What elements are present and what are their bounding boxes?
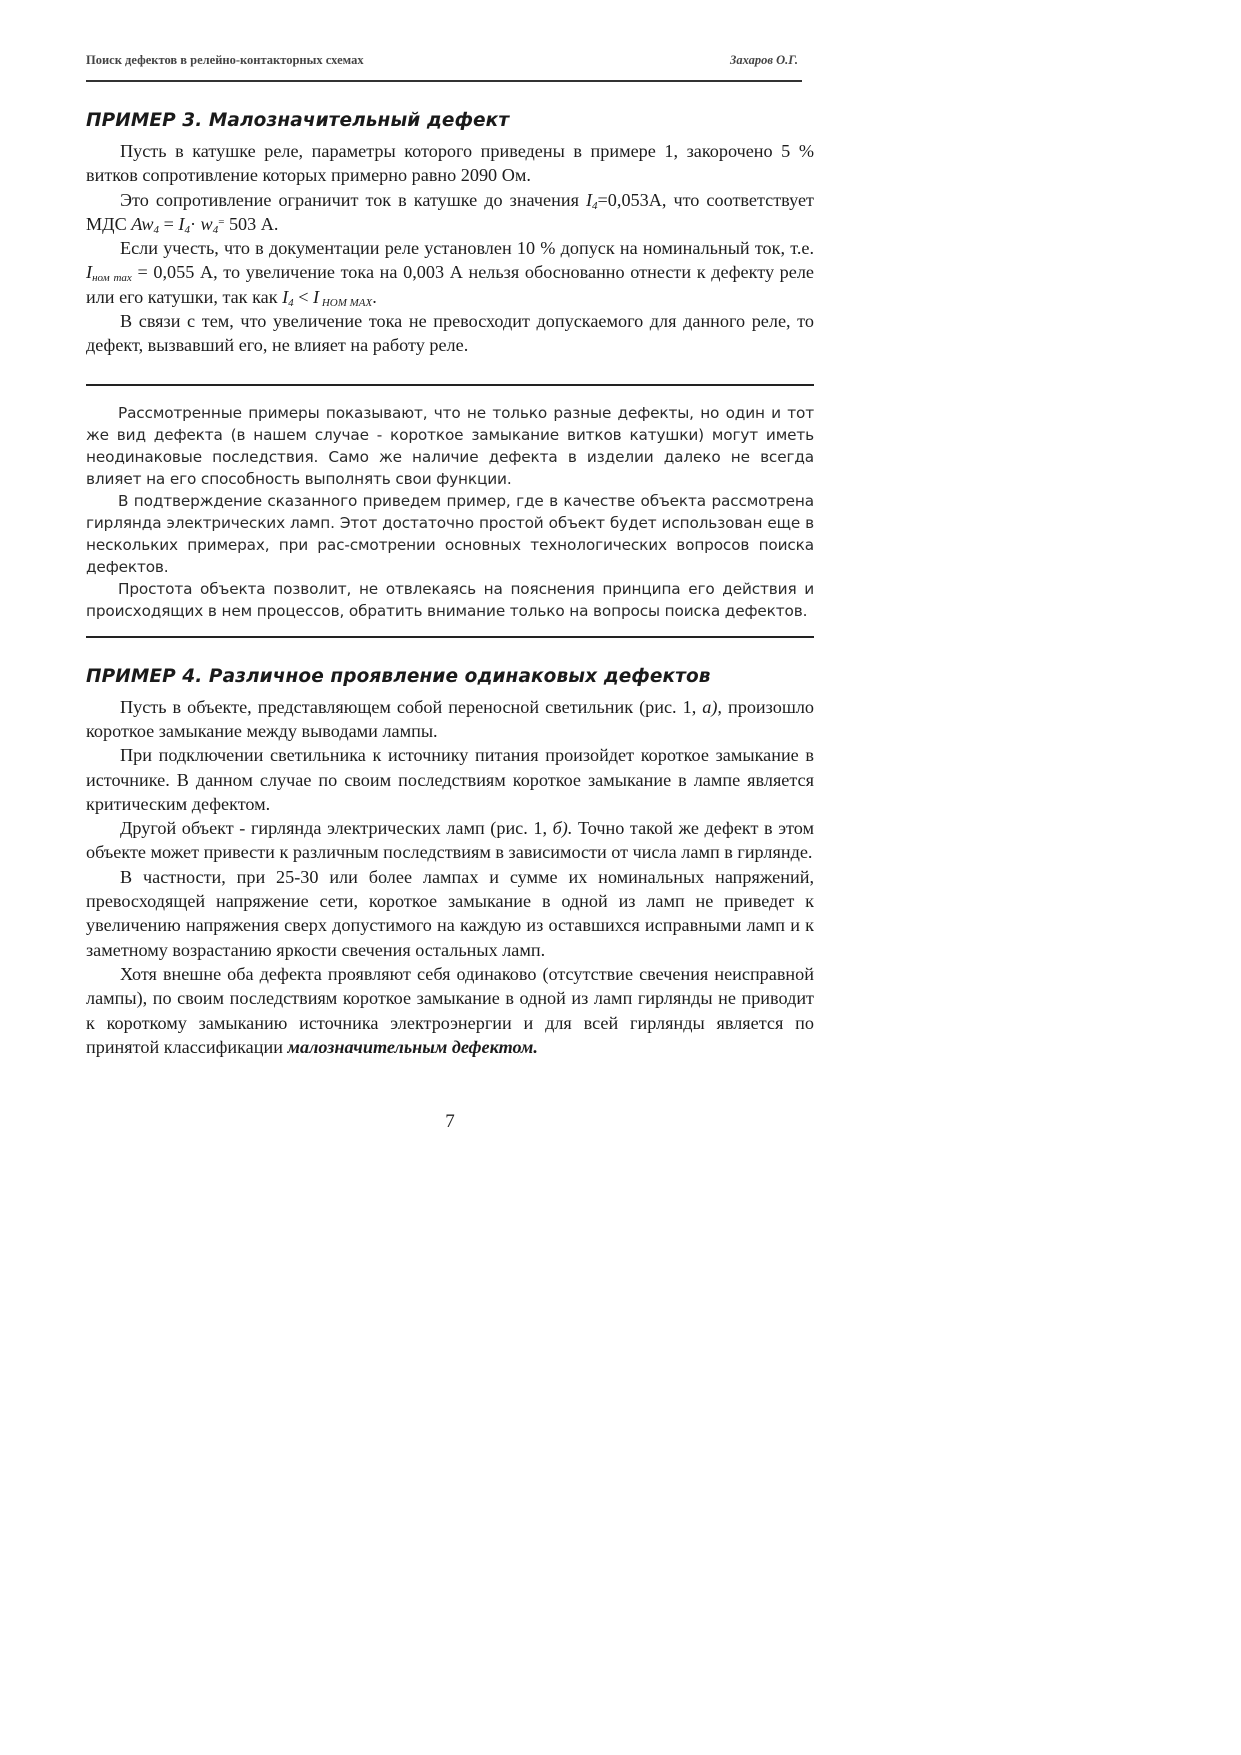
paragraph: Это сопротивление ограничит ток в катушке до значения $I_4=0,053А$, что соответствует МДС $Aw_4 = I_4\cdot w_4^=$ 503 А. xyxy=(86,189,814,236)
header-author: Захаров О.Г. xyxy=(729,53,798,67)
example-4-body xyxy=(86,695,814,1059)
paragraph: При подключении светильника к источнику питания произойдет короткое замыкание в источнике. В данном случае по своим последствиям короткое замыкание в лампе является критическим дефектом. xyxy=(86,745,814,814)
box-paragraph: Рассмотренные примеры показывают, что не только разные дефекты, но один и тот же вид дефекта (в нашем случае - короткое замыкание витков катушки) могут иметь неодинаковые последствия. Само же наличие дефекта в изделии далеко не всегда влияет на его способность выполнять свои функции. xyxy=(86,403,814,488)
example-4-title: ПРИМЕР 4. Различное проявление одинаковых дефектов xyxy=(86,665,711,687)
running-header xyxy=(86,50,814,68)
paragraph: В связи с тем, что увеличение тока не превосходит допускаемого для данного реле, то дефект, вызвавший его, не влияет на работу реле. xyxy=(86,311,814,356)
example-3-title: ПРИМЕР 3. Малозначительный дефект xyxy=(86,110,510,131)
paragraph: Хотя внешне оба дефекта проявляют себя одинаково (отсутствие свечения неисправной лампы), по своим последствиям короткое замыкание в одной из ламп гирлянды не приводит к короткому замыканию источника электроэнергии и для всей гирлянды является по принятой классификации малозначительным дефектом. xyxy=(86,963,814,1057)
page-number: 7 xyxy=(445,1111,455,1133)
paragraph: Пусть в объекте, представляющем собой переносной светильник (рис. 1, а), произошло короткое замыкание между выводами лампы. xyxy=(86,696,815,741)
paragraph: Пусть в катушке реле, параметры которого приведены в примере 1, закорочено 5 % витков сопротивление которых примерно равно 2090 Ом. xyxy=(86,141,814,186)
box-paragraph: В подтверждение сказанного приведем пример, где в качестве объекта рассмотрена гирлянда электрических ламп. Этот достаточно простой объект будет использован еще в нескольких примерах, при рас-смотрении основных технологических вопросов поиска дефектов. xyxy=(86,491,814,576)
summary-box xyxy=(86,384,814,638)
paragraph: Другой объект - гирлянда электрических ламп (рис. 1, б). Точно такой же дефект в этом объекте может привести к различным последствиям в зависимости от числа ламп в гирлянде. xyxy=(86,818,815,863)
box-paragraph: Простота объекта позволит, не отвлекаясь на пояснения принципа его действия и происходящих в нем процессов, обратить внимание только на вопросы поиска дефектов. xyxy=(86,579,814,620)
example-3-body xyxy=(86,139,814,358)
document-page xyxy=(86,50,814,1133)
header-title: Поиск дефектов в релейно-контакторных схемах xyxy=(86,53,364,67)
paragraph: В частности, при 25-30 или более лампах и сумме их номинальных напряжений, превосходящей напряжение сети, короткое замыкание в одной из ламп не приведет к увеличению напряжения сверх допустимого на каждую из оставшихся исправными ламп и к заметному возрастанию яркости свечения остальных ламп. xyxy=(86,866,814,960)
paragraph: Если учесть, что в документации реле установлен 10 % допуск на номинальный ток, т.е. $I_{ном max} = 0,055$ А, то увеличение тока на 0,003 А нельзя обоснованно отнести к дефекту реле или его катушки, так как $I_4 < I$ $_{НОМ MAX}$. xyxy=(86,238,814,309)
header-divider xyxy=(86,80,802,82)
